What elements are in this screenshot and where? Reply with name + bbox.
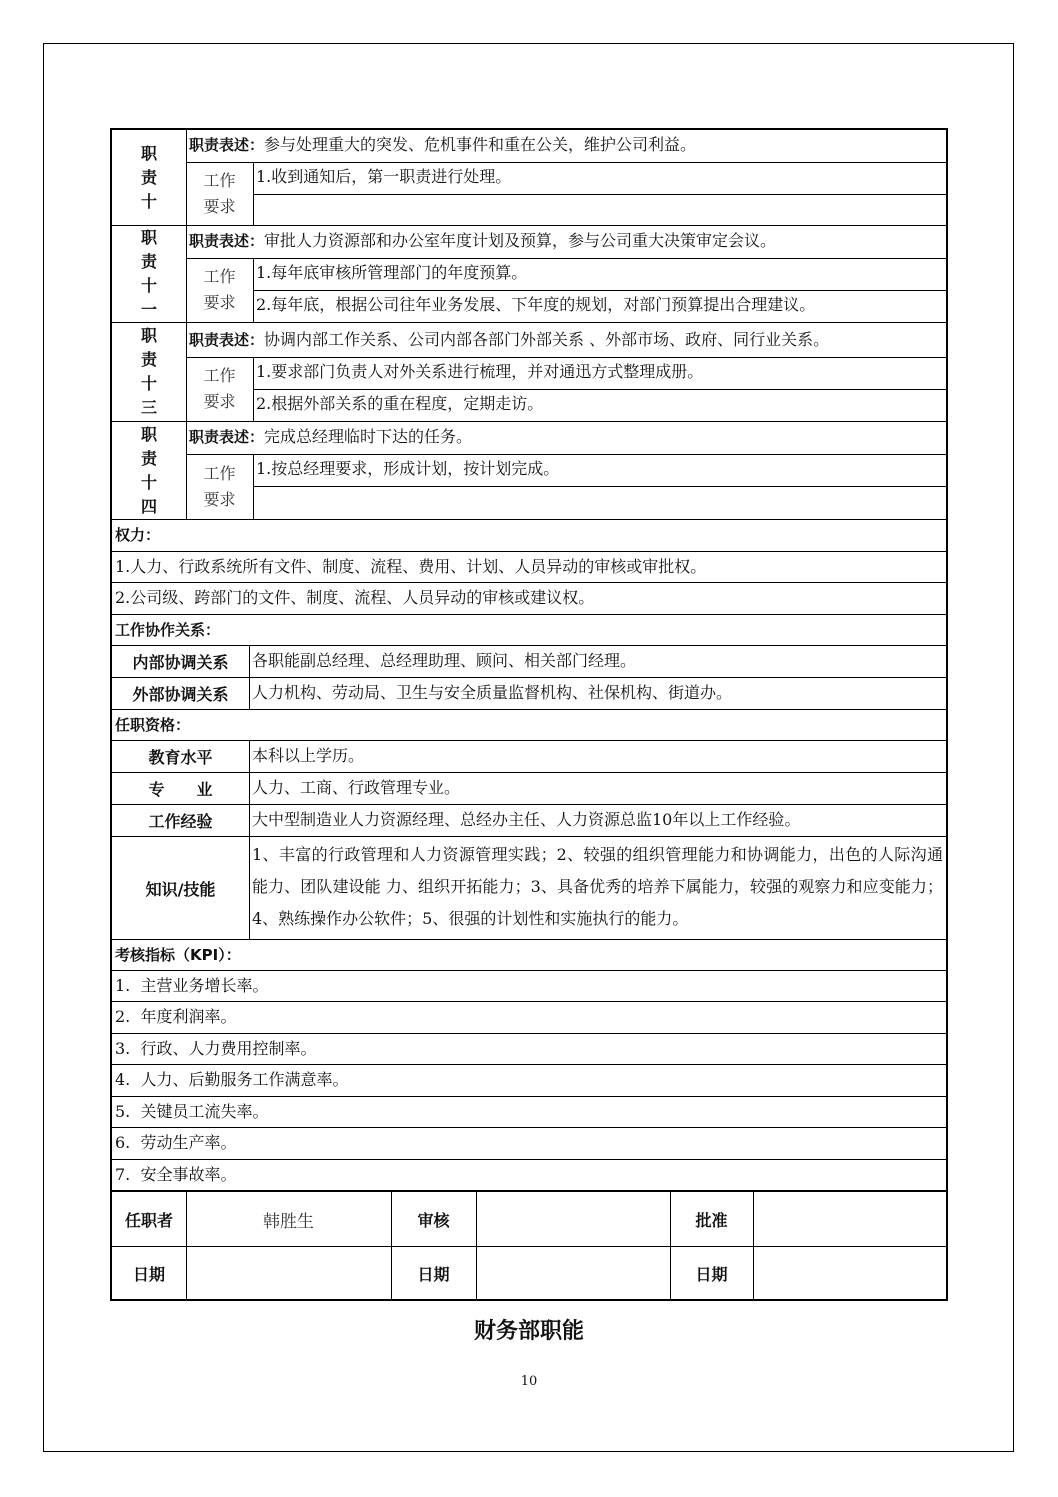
holder-name: 韩胜生 xyxy=(263,1211,314,1232)
kpi-item: 4. 人力、后勤服务工作满意率。 xyxy=(112,1065,946,1097)
duty-req-14-2 xyxy=(253,486,946,520)
duty-block-10 xyxy=(112,130,946,226)
date-row: 日期 日期 日期 xyxy=(112,1247,946,1299)
kpi-item: 1. 主营业务增长率。 xyxy=(112,971,946,1002)
duty-req-13-1: 1.要求部门负责人对外关系进行梳理，并对通迅方式整理成册。 xyxy=(256,362,704,381)
approve-date-field[interactable] xyxy=(753,1247,946,1299)
signoff-row: 任职者 韩胜生 审核 批准 xyxy=(112,1192,946,1247)
qualifications-heading-row xyxy=(112,710,946,741)
authority-item: 1.人力、行政系统所有文件、制度、流程、费用、计划、人员异动的审核或审批权。 xyxy=(112,552,946,583)
duty-block-11 xyxy=(112,226,946,323)
approve-signature-field[interactable] xyxy=(753,1192,946,1246)
kpi-item: 3. 行政、人力费用控制率。 xyxy=(112,1034,946,1065)
work-requirement-label: 工作 要求 xyxy=(203,366,236,411)
holder-date-field[interactable] xyxy=(186,1247,391,1299)
kpi-item: 6. 劳动生产率。 xyxy=(112,1128,946,1160)
job-description-table xyxy=(110,128,948,1301)
duty-req-11-2: 2.每年底，根据公司往年业务发展、下年度的规划，对部门预算提出合理建议。 xyxy=(256,295,816,314)
collaboration-heading-row xyxy=(112,615,946,646)
authority-item: 2.公司级、跨部门的文件、制度、流程、人员异动的审核或建议权。 xyxy=(112,583,946,615)
duty-label-10: 职 责 十 xyxy=(140,143,157,211)
skills-row: 知识/技能 1、丰富的行政管理和人力资源管理实践；2、较强的组织管理能力和协调能力，出色的人际沟通能力、团队建设能 力、组织开拓能力；3、具备优秀的培养下属能力，较强的观察力和应变能力；4、熟练操作办公软件；5、很强的计划性和实施执行的能力。 xyxy=(112,837,946,940)
work-requirement-label: 工作 要求 xyxy=(203,170,236,216)
kpi-item: 7. 安全事故率。 xyxy=(112,1160,946,1192)
kpi-item: 2. 年度利润率。 xyxy=(112,1002,946,1034)
review-date-field[interactable] xyxy=(476,1247,670,1299)
section-heading: 权力： xyxy=(115,526,161,544)
duty-req-11-1: 1.每年底审核所管理部门的年度预算。 xyxy=(256,263,528,282)
duty-label-13: 职 责 十 三 xyxy=(140,326,157,417)
external-coordination-row: 外部协调关系 人力机构、劳动局、卫生与安全质量监督机构、社保机构、街道办。 xyxy=(112,678,946,710)
kpi-heading-row xyxy=(112,940,946,971)
duty-req-10-1: 1.收到通知后，第一职责进行处理。 xyxy=(256,167,512,186)
page-number: 10 xyxy=(520,1374,538,1389)
duty-desc-13: 职责表述：协调内部工作关系、公司内部各部门外部关系 、外部市场、政府、同行业关系。 xyxy=(189,330,830,349)
duty-req-14-1: 1.按总经理要求，形成计划，按计划完成。 xyxy=(256,459,560,478)
major-row: 专 业 人力、工商、行政管理专业。 xyxy=(112,773,946,805)
work-requirement-label: 工作 要求 xyxy=(203,267,236,312)
work-requirement-label: 工作 要求 xyxy=(203,463,236,509)
duty-req-13-2: 2.根据外部关系的重在程度，定期走访。 xyxy=(256,394,544,413)
duty-block-13 xyxy=(112,323,946,422)
duty-label-11: 职 责 十 一 xyxy=(140,228,157,319)
duty-block-14 xyxy=(112,422,946,520)
internal-coordination-row: 内部协调关系 各职能副总经理、总经理助理、顾问、相关部门经理。 xyxy=(112,646,946,678)
duty-desc-10: 职责表述：参与处理重大的突发、危机事件和重在公关，维护公司利益。 xyxy=(189,135,697,154)
review-signature-field[interactable] xyxy=(476,1192,670,1246)
duty-label-14: 职 责 十 四 xyxy=(140,424,157,516)
duty-desc-14: 职责表述：完成总经理临时下达的任务。 xyxy=(189,427,473,446)
duty-req-10-2 xyxy=(253,194,946,226)
education-row: 教育水平 本科以上学历。 xyxy=(112,741,946,773)
experience-row: 工作经验 大中型制造业人力资源经理、总经办主任、人力资源总监10年以上工作经验。 xyxy=(112,805,946,837)
section-heading: 考核指标（KPI）： xyxy=(115,946,241,964)
section-heading: 任职资格： xyxy=(115,716,191,734)
duty-desc-11: 职责表述：审批人力资源部和办公室年度计划及预算，参与公司重大决策审定会议。 xyxy=(189,231,777,250)
next-section-title: 财务部职能 xyxy=(473,1319,584,1344)
section-heading: 工作协作关系： xyxy=(115,621,221,639)
authority-heading-row xyxy=(112,520,946,552)
kpi-item: 5. 关键员工流失率。 xyxy=(112,1097,946,1128)
